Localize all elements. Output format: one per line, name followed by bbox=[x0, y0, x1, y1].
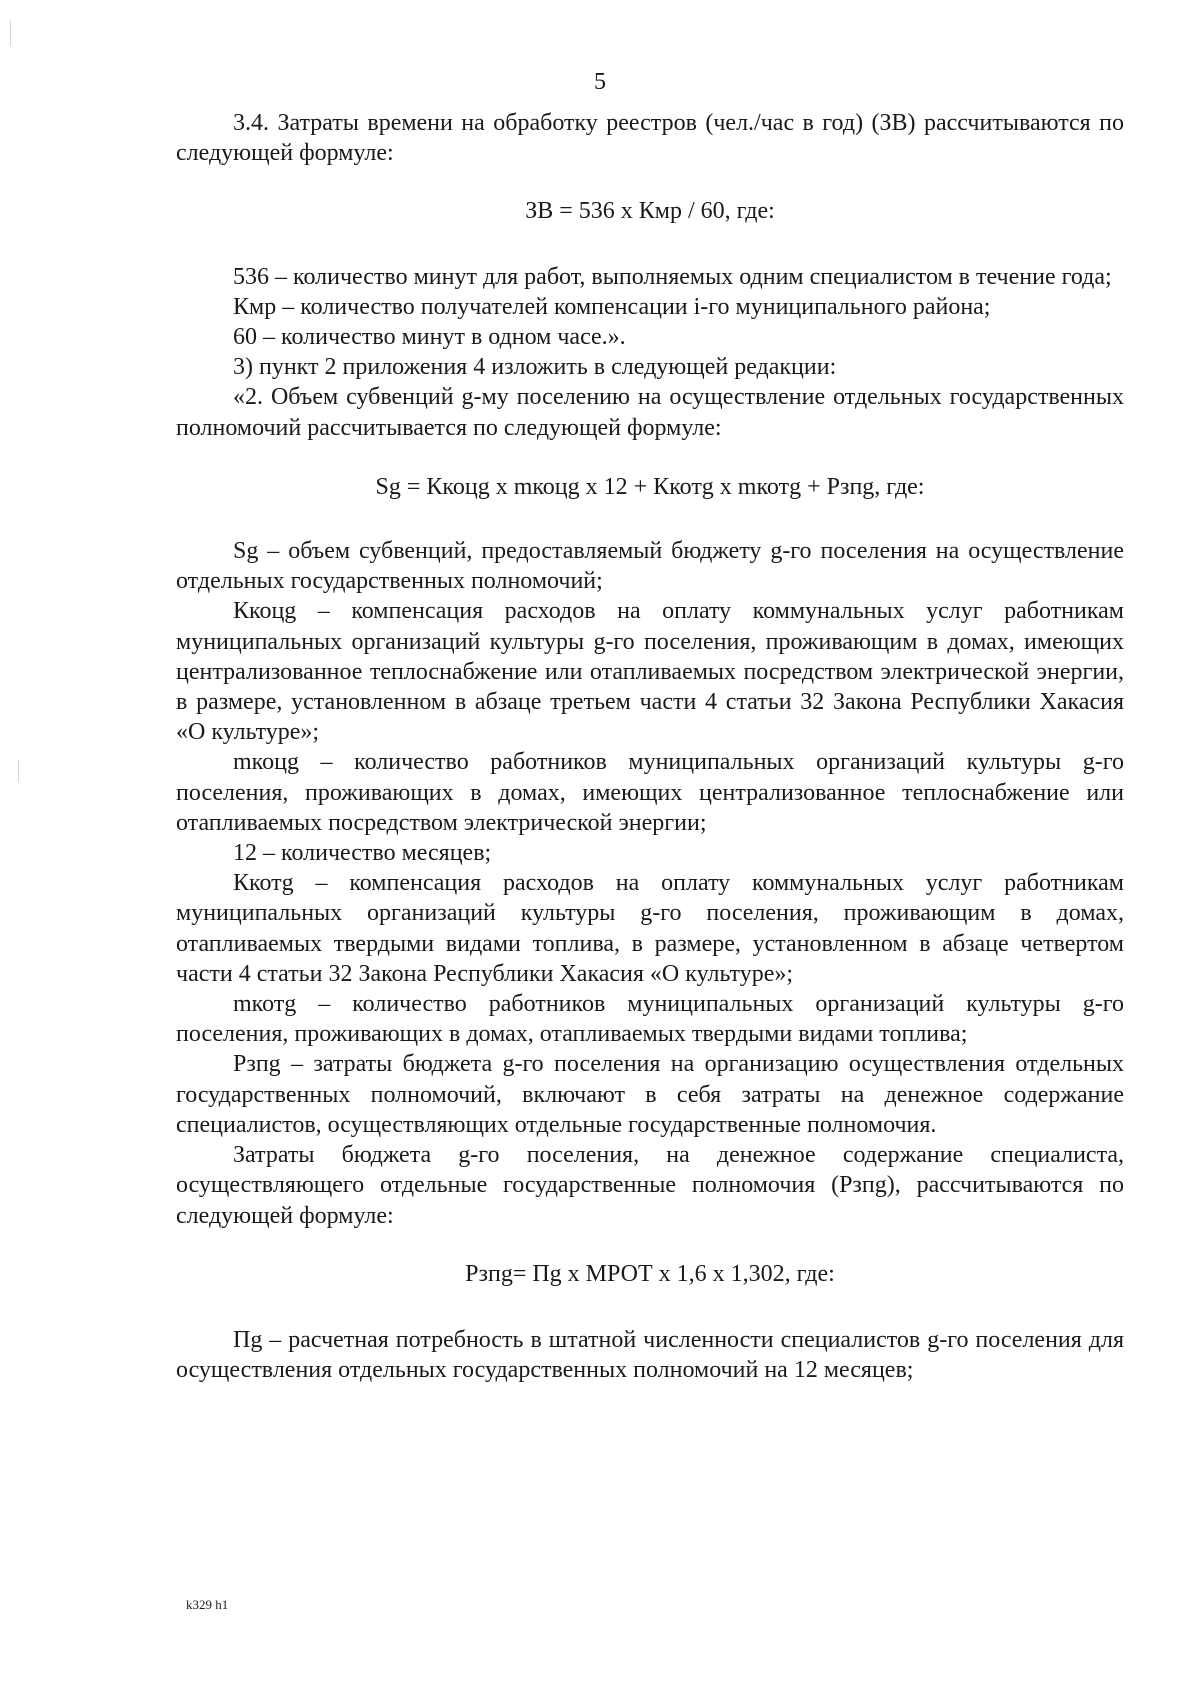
formula-rzpg: Рзпg= Пg х МРОТ х 1,6 х 1,302, где: bbox=[465, 1260, 835, 1287]
paragraph: Пg – расчетная потребность в штатной численности специалистов g-го поселения для осуществления отдельных государственных полномочий на 12 месяцев; bbox=[176, 1326, 1124, 1384]
paragraph: Ккотg – компенсация расходов на оплату коммунальных услуг работникам муниципальных организаций культуры g-го поселения, проживающим в домах, отапливаемых твердыми видами топлива, в размере, установленном в абзаце четвертом части 4 статьи 32 Закона Республики Хакасия «О культуре»; bbox=[176, 870, 1124, 987]
scan-edge-mark bbox=[18, 760, 19, 782]
paragraph: mкоцg – количество работников муниципальных организаций культуры g-го поселения, проживающих в домах, имеющих централизованное теплоснабжение или отапливаемых посредством электрической энергии; bbox=[176, 749, 1124, 836]
scan-edge-mark bbox=[10, 20, 11, 46]
document-body bbox=[176, 108, 1124, 1385]
footer-code: k329 h1 bbox=[186, 1597, 229, 1612]
paragraph: 12 – количество месяцев; bbox=[233, 840, 492, 867]
formula-zv: ЗВ = 536 х Кмр / 60, где: bbox=[525, 198, 775, 225]
paragraph: 536 – количество минут для работ, выполняемых одним специалистом в течение года; bbox=[233, 263, 1112, 290]
paragraph: Sg – объем субвенций, предоставляемый бюджету g-го поселения на осуществление отдельных государственных полномочий; bbox=[176, 538, 1124, 595]
paragraph: mкотg – количество работников муниципальных организаций культуры g-го поселения, проживающих в домах, отапливаемых твердыми видами топлива; bbox=[176, 991, 1124, 1048]
paragraph: «2. Объем субвенций g-му поселению на осуществление отдельных государственных полномочий рассчитывается по следующей формуле: bbox=[176, 384, 1124, 441]
page-number: 5 bbox=[594, 69, 606, 95]
paragraph: 3.4. Затраты времени на обработку реестров (чел./час в год) (ЗВ) рассчитываются по следующей формуле: bbox=[176, 110, 1124, 167]
paragraph: 60 – количество минут в одном часе.». bbox=[233, 324, 626, 351]
paragraph: 3) пункт 2 приложения 4 изложить в следующей редакции: bbox=[233, 354, 837, 381]
paragraph: Ккоцg – компенсация расходов на оплату коммунальных услуг работникам муниципальных организаций культуры g-го поселения, проживающим в домах, имеющих централизованное теплоснабжение или отапливаемых посредством электрической энергии, в размере, установленном в абзаце третьем части 4 статьи 32 Закона Республики Хакасия «О культуре»; bbox=[176, 598, 1124, 746]
paragraph: Рзпg – затраты бюджета g-го поселения на организацию осуществления отдельных государственных полномочий, включают в себя затраты на денежное содержание специалистов, осуществляющих отдельные государственные полномочия. bbox=[176, 1051, 1124, 1138]
formula-sg: Sg = Ккоцg х mкоцg х 12 + Ккотg х mкотg + Рзпg, где: bbox=[375, 473, 925, 500]
paragraph: Затраты бюджета g-го поселения, на денежное содержание специалиста, осуществляющего отдельные государственные полномочия (Рзпg), рассчитываются по следующей формуле: bbox=[176, 1142, 1124, 1229]
paragraph: Кмр – количество получателей компенсации i-го муниципального района; bbox=[233, 293, 991, 320]
